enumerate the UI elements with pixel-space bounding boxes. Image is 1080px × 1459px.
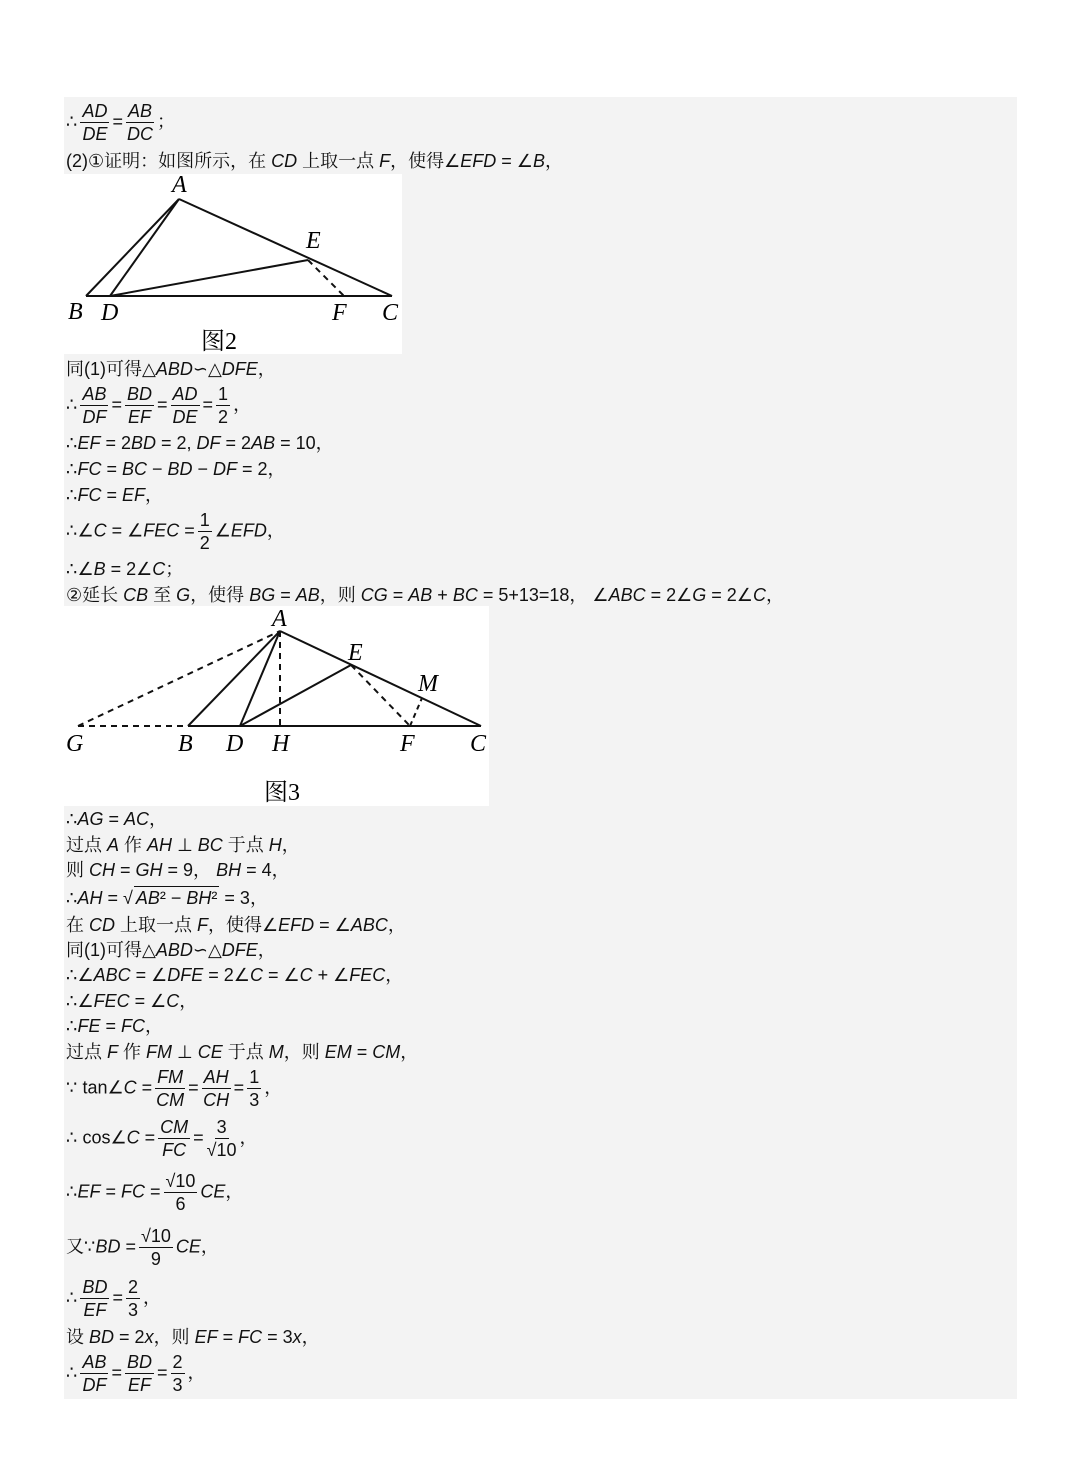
line-12: 过点 A 作 AH ⊥ BC 于点 H，: [66, 835, 300, 855]
figure-3-caption: 图3: [264, 780, 300, 806]
line-13: 则 CH = GH = 9， BH = 4，: [66, 860, 290, 880]
line-15: 在 CD 上取一点 F，使得∠EFD = ∠ABC，: [66, 915, 406, 935]
line-26: 设 BD = 2x，则 EF = FC = 3x，: [66, 1327, 320, 1347]
line-21: ∵ tan∠C = $\frac{FM}{CM}$ = $\frac{AH}{CH}$ = $\frac{1}{3}$ ，: [66, 1067, 283, 1110]
line-16: 同(1)可得△ABD∽△DFE，: [66, 940, 276, 960]
segment-de: [240, 665, 351, 726]
line-10: ②延长 CB 至 G，使得 BG = AB，则 CG = AB + BC = 5+13=18， ∠ABC = 2∠G = 2∠C，: [66, 585, 784, 605]
line-18: ∴∠FEC = ∠C，: [66, 991, 198, 1011]
segment-fm-dashed: [410, 698, 422, 726]
label-a: A: [272, 606, 287, 632]
line-4: ∴ $\frac{AB}{DF}$ = $\frac{BD}{EF}$ = $\frac{AD}{DE}$ = $\frac{1}{2}$ ，: [66, 384, 252, 427]
line-22: ∴ cos∠C = $\frac{CM}{FC}$ = $\frac{3}{√10}$ ，: [66, 1117, 258, 1160]
line-3: 同(1)可得△ABD∽△DFE，: [66, 359, 276, 379]
figure-3-drawing: [64, 606, 489, 806]
label-a: A: [172, 174, 187, 198]
line-5: ∴EF = 2BD = 2, DF = 2AB = 10，: [66, 433, 334, 453]
segment-ag-dashed: [78, 631, 280, 726]
line-11: ∴AG = AC，: [66, 809, 167, 829]
label-d: D: [226, 731, 244, 757]
line-17: ∴∠ABC = ∠DFE = 2∠C = ∠C + ∠FEC，: [66, 965, 404, 985]
label-b: B: [178, 731, 193, 757]
label-b: B: [68, 299, 83, 325]
line-23: ∴EF = FC = $\frac{√10}{6}$ CE，: [66, 1171, 244, 1214]
label-e: E: [306, 228, 321, 254]
line-9: ∴∠B = 2∠C；: [66, 559, 184, 579]
line-27: ∴ $\frac{AB}{DF}$ = $\frac{BD}{EF}$ = $\frac{2}{3}$ ，: [66, 1352, 206, 1395]
figure-2-drawing: [64, 174, 402, 354]
figure-2: [64, 174, 402, 354]
label-d: D: [101, 300, 119, 326]
line-1: ∴ $\frac{AD}{DE}$ = $\frac{AB}{DC}$ ；: [66, 101, 175, 144]
segment-ac: [280, 631, 481, 726]
label-h: H: [272, 731, 290, 757]
line-6: ∴FC = BC − BD − DF = 2，: [66, 459, 286, 479]
line-24: 又∵BD = $\frac{√10}{9}$ CE，: [66, 1226, 219, 1269]
label-c: C: [470, 731, 487, 757]
line-2: (2)①证明：如图所示，在 CD 上取一点 F，使得∠EFD = ∠B，: [66, 151, 563, 171]
line-7: ∴FC = EF，: [66, 485, 163, 505]
line-19: ∴FE = FC，: [66, 1016, 163, 1036]
line-8: ∴∠C = ∠FEC = $\frac{1}{2}$ ∠EFD，: [66, 510, 285, 553]
figure-3: [64, 606, 489, 806]
label-f: F: [332, 300, 347, 326]
segment-ef-dashed: [351, 665, 410, 726]
line-20: 过点 F 作 FM ⊥ CE 于点 M，则 EM = CM，: [66, 1042, 419, 1062]
line-25: ∴ $\frac{BD}{EF}$ = $\frac{2}{3}$ ，: [66, 1277, 161, 1320]
segment-ad: [110, 199, 179, 296]
label-e: E: [348, 640, 363, 666]
figure-2-caption: 图2: [201, 329, 237, 354]
line-14: ∴AH = √ AB² − BH² = 3，: [66, 888, 268, 908]
label-c: C: [382, 300, 399, 326]
label-g: G: [66, 731, 84, 757]
label-f: F: [400, 731, 415, 757]
label-m: M: [418, 671, 438, 697]
segment-de: [110, 260, 308, 296]
segment-ad: [240, 631, 280, 726]
segment-ab: [86, 199, 179, 296]
segment-ac: [179, 199, 392, 296]
